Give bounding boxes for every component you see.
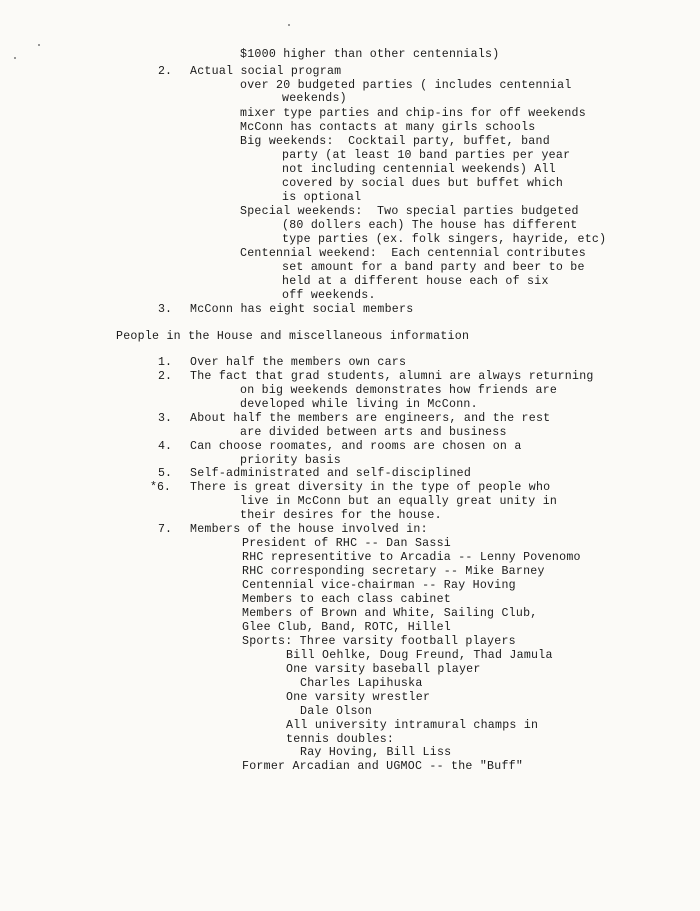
paper-speck <box>14 57 16 59</box>
item-number: 5. <box>158 467 172 480</box>
item-number: 3. <box>158 412 172 425</box>
program-line: (80 dollers each) The house has different <box>282 219 578 232</box>
involvement-line: Former Arcadian and UGMOC -- the "Buff" <box>242 760 524 773</box>
involvement-line: Dale Olson <box>300 705 373 718</box>
item-line: live in McConn but an equally great unity in <box>240 495 558 508</box>
paper-speck <box>38 44 40 46</box>
program-line: not including centennial weekends) All <box>282 163 556 176</box>
involvement-line: tennis doubles: <box>286 733 395 746</box>
involvement-line: RHC corresponding secretary -- Mike Barney <box>242 565 545 578</box>
involvement-line: Centennial vice-chairman -- Ray Hoving <box>242 579 516 592</box>
item-line: Members of the house involved in: <box>190 523 428 536</box>
program-line: Special weekends: Two special parties budgeted <box>240 205 579 218</box>
involvement-line: Sports: Three varsity football players <box>242 635 516 648</box>
paper-speck <box>288 24 290 26</box>
item-number: 4. <box>158 440 172 453</box>
program-line: set amount for a band party and beer to be <box>282 261 585 274</box>
item-number: *6. <box>150 481 171 494</box>
item-number: 7. <box>158 523 172 536</box>
item-number: 2. <box>158 370 172 383</box>
involvement-line: All university intramural champs in <box>286 719 539 732</box>
program-line: off weekends. <box>282 289 376 302</box>
program-line: is optional <box>282 191 362 204</box>
item-line: The fact that grad students, alumni are always returning <box>190 370 594 383</box>
program-line: weekends) <box>282 92 347 105</box>
item-line: are divided between arts and business <box>240 426 507 439</box>
program-line: Big weekends: Cocktail party, buffet, band <box>240 135 550 148</box>
involvement-line: Glee Club, Band, ROTC, Hillel <box>242 621 452 634</box>
item-line: their desires for the house. <box>240 509 442 522</box>
item-line: There is great diversity in the type of people who <box>190 481 551 494</box>
item-line: About half the members are engineers, and the rest <box>190 412 551 425</box>
continued-line: $1000 higher than other centennials) <box>240 48 500 61</box>
section-text: McConn has eight social members <box>190 303 414 316</box>
involvement-line: One varsity baseball player <box>286 663 481 676</box>
involvement-line: Charles Lapihuska <box>300 677 423 690</box>
involvement-line: Ray Hoving, Bill Liss <box>300 746 452 759</box>
involvement-line: RHC representitive to Arcadia -- Lenny Povenomo <box>242 551 581 564</box>
involvement-line: Members to each class cabinet <box>242 593 452 606</box>
section-number: 2. <box>158 65 172 78</box>
item-line: Self-administrated and self-disciplined <box>190 467 472 480</box>
program-line: McConn has contacts at many girls schools <box>240 121 536 134</box>
involvement-line: President of RHC -- Dan Sassi <box>242 537 452 550</box>
program-line: Centennial weekend: Each centennial contributes <box>240 247 586 260</box>
involvement-line: One varsity wrestler <box>286 691 431 704</box>
section-heading: Actual social program <box>190 65 342 78</box>
item-line: Over half the members own cars <box>190 356 407 369</box>
item-line: developed while living in McConn. <box>240 398 478 411</box>
program-line: party (at least 10 band parties per year <box>282 149 571 162</box>
program-line: held at a different house each of six <box>282 275 549 288</box>
involvement-line: Bill Oehlke, Doug Freund, Thad Jamula <box>286 649 553 662</box>
involvement-line: Members of Brown and White, Sailing Club, <box>242 607 538 620</box>
program-line: covered by social dues but buffet which <box>282 177 564 190</box>
item-line: Can choose roomates, and rooms are chosen on a <box>190 440 522 453</box>
people-heading: People in the House and miscellaneous information <box>116 330 470 343</box>
program-line: mixer type parties and chip-ins for off weekends <box>240 107 586 120</box>
item-line: priority basis <box>240 454 341 467</box>
item-line: on big weekends demonstrates how friends are <box>240 384 558 397</box>
section-number: 3. <box>158 303 172 316</box>
item-number: 1. <box>158 356 172 369</box>
program-line: type parties (ex. folk singers, hayride, etc) <box>282 233 607 246</box>
program-line: over 20 budgeted parties ( includes centennial <box>240 79 572 92</box>
